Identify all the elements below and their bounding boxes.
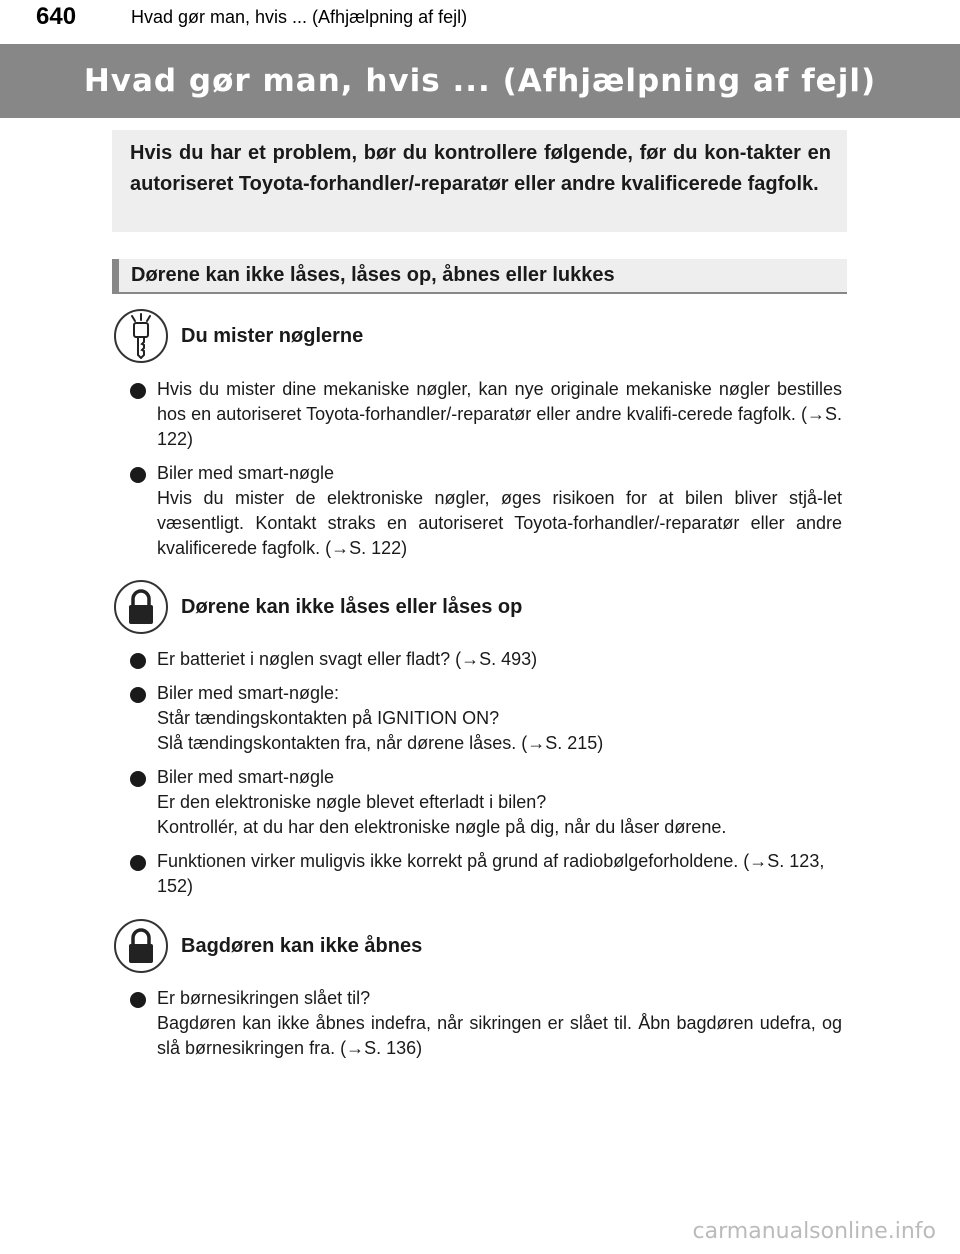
subsection-title: Bagdøren kan ikke åbnes [181, 934, 423, 957]
list-item: Biler med smart-nøgle: Står tændingskontakten på IGNITION ON? Slå tændingskontakten fra, når dørene låses. (→S. 215) [130, 681, 842, 756]
running-title: Hvad gør man, hvis ... (Afhjælpning af fejl) [131, 6, 468, 27]
running-header [36, 0, 467, 34]
subsection-title: Du mister nøglerne [181, 324, 364, 347]
section-title: Dørene kan ikke låses, låses op, åbnes eller lukkes [131, 264, 615, 286]
padlock-icon [114, 919, 168, 973]
subsection-heading-rear-door [114, 919, 422, 973]
bullet-list-lock [130, 647, 842, 899]
list-item: Funktionen virker muligvis ikke korrekt på grund af radiobølgeforholdene. (→S. 123, 152) [130, 849, 842, 899]
page-title: Hvad gør man, hvis ... (Afhjælpning af fejl) [83, 63, 877, 99]
intro-text: Hvis du har et problem, bør du kontrollere følgende, før du kon-takter en autoriseret Toyota-forhandler/-reparatør eller andre kvalificerede fagfolk. [130, 142, 831, 195]
subsection-heading-lock [114, 580, 522, 634]
bullet-list-rear-door [130, 986, 842, 1061]
list-item: Er batteriet i nøglen svagt eller fladt? (→S. 493) [130, 647, 842, 672]
list-item: Hvis du mister dine mekaniske nøgler, kan nye originale mekaniske nøgler bestilles hos en autoriseret Toyota-forhandler/-reparatør eller andre kvalifi-cerede fagfolk. (→S. 122) [130, 377, 842, 452]
intro-box [112, 130, 847, 232]
padlock-icon [114, 580, 168, 634]
key-icon [114, 309, 168, 363]
watermark: carmanualsonline.info [692, 1219, 936, 1244]
bullet-list-keys [130, 377, 842, 561]
list-item: Er børnesikringen slået til? Bagdøren kan ikke åbnes indefra, når sikringen er slået til. Åbn bagdøren udefra, og slå børnesikringen fra. (→S. 136) [130, 986, 842, 1061]
section-heading [112, 259, 847, 294]
subsection-heading-keys [114, 309, 363, 363]
title-bar [0, 44, 960, 118]
subsection-title: Dørene kan ikke låses eller låses op [181, 595, 523, 618]
list-item: Biler med smart-nøgle Hvis du mister de elektroniske nøgler, øges risikoen for at bilen bliver stjå-let væsentligt. Kontakt straks en autoriseret Toyota-forhandler/-reparatør eller andre kvalificerede fagfolk. (→S. 122) [130, 461, 842, 561]
list-item: Biler med smart-nøgle Er den elektroniske nøgle blevet efterladt i bilen? Kontrollér, at du har den elektroniske nøgle på dig, når du låser dørene. [130, 765, 842, 840]
page-number: 640 [36, 3, 77, 30]
